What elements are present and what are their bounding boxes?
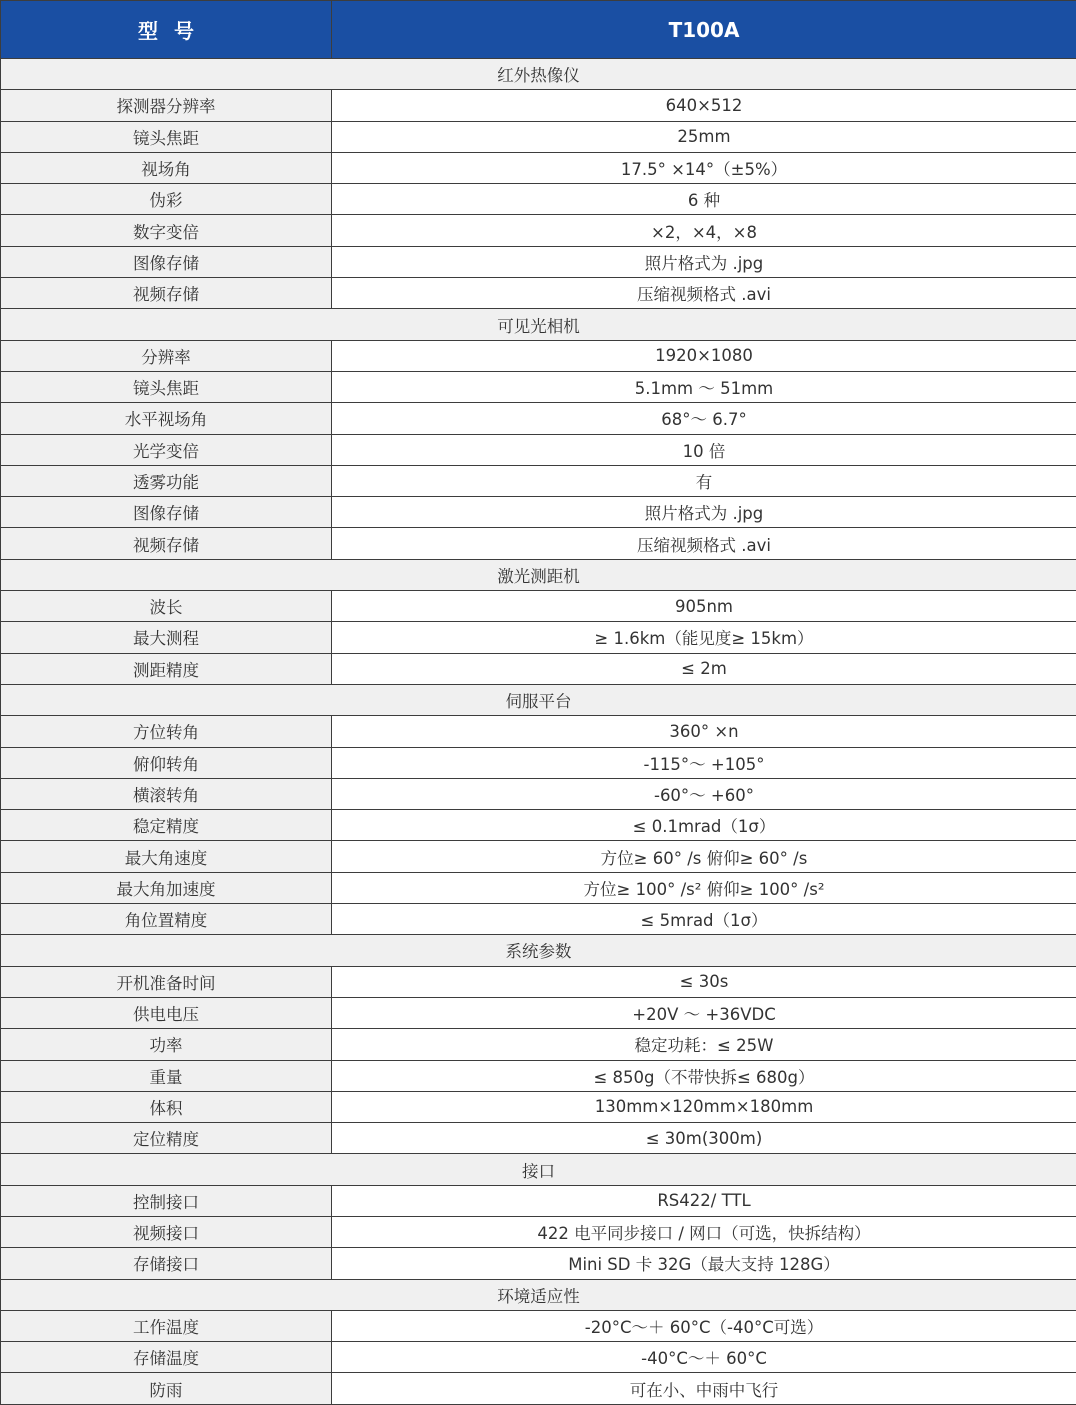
spec-key: 镜头焦距 bbox=[1, 371, 332, 402]
spec-key: 光学变倍 bbox=[1, 434, 332, 465]
spec-row bbox=[1, 371, 1076, 402]
spec-value: ≥ 1.6km（能见度≥ 15km） bbox=[332, 622, 1076, 653]
spec-row bbox=[1, 152, 1076, 183]
spec-value: ≤ 2m bbox=[332, 653, 1076, 684]
spec-key: 波长 bbox=[1, 591, 332, 622]
spec-key: 数字变倍 bbox=[1, 215, 332, 246]
spec-key: 重量 bbox=[1, 1060, 332, 1091]
spec-row bbox=[1, 340, 1076, 371]
header-key-label: 型号 bbox=[138, 19, 210, 43]
spec-row bbox=[1, 872, 1076, 903]
spec-value: -60°～ +60° bbox=[332, 778, 1076, 809]
spec-row bbox=[1, 434, 1076, 465]
section-title: 环境适应性 bbox=[1, 1279, 1076, 1310]
spec-key: 最大角加速度 bbox=[1, 872, 332, 903]
spec-row bbox=[1, 904, 1076, 935]
spec-key: 最大角速度 bbox=[1, 841, 332, 872]
spec-value: -115°～ +105° bbox=[332, 747, 1076, 778]
spec-value: 可在小、中雨中飞行 bbox=[332, 1373, 1076, 1404]
spec-key: 视场角 bbox=[1, 152, 332, 183]
spec-row bbox=[1, 215, 1076, 246]
spec-key: 测距精度 bbox=[1, 653, 332, 684]
spec-value: 1920×1080 bbox=[332, 340, 1076, 371]
spec-row bbox=[1, 1029, 1076, 1060]
spec-row bbox=[1, 997, 1076, 1028]
spec-key: 存储接口 bbox=[1, 1248, 332, 1279]
spec-value: ≤ 850g（不带快拆≤ 680g） bbox=[332, 1060, 1076, 1091]
section-row bbox=[1, 1154, 1076, 1185]
section-title: 接口 bbox=[1, 1154, 1076, 1185]
spec-value: 压缩视频格式 .avi bbox=[332, 528, 1076, 559]
spec-key: 存储温度 bbox=[1, 1342, 332, 1373]
spec-row bbox=[1, 1091, 1076, 1122]
header-row bbox=[1, 1, 1076, 59]
spec-key: 俯仰转角 bbox=[1, 747, 332, 778]
spec-value: ≤ 5mrad（1σ） bbox=[332, 904, 1076, 935]
spec-row bbox=[1, 278, 1076, 309]
spec-row bbox=[1, 1185, 1076, 1216]
spec-key: 开机准备时间 bbox=[1, 966, 332, 997]
spec-value: 360° ×n bbox=[332, 716, 1076, 747]
spec-value: 有 bbox=[332, 465, 1076, 496]
spec-key: 图像存储 bbox=[1, 246, 332, 277]
spec-key: 角位置精度 bbox=[1, 904, 332, 935]
header-key-cell bbox=[1, 1, 332, 59]
spec-value: -20°C～＋ 60°C（-40°C可选） bbox=[332, 1310, 1076, 1341]
spec-key: 镜头焦距 bbox=[1, 121, 332, 152]
spec-key: 体积 bbox=[1, 1091, 332, 1122]
section-row bbox=[1, 59, 1076, 90]
spec-value: ×2，×4，×8 bbox=[332, 215, 1076, 246]
spec-key: 探测器分辨率 bbox=[1, 90, 332, 121]
spec-row bbox=[1, 810, 1076, 841]
spec-value: 17.5° ×14°（±5%） bbox=[332, 152, 1076, 183]
spec-key: 视频存储 bbox=[1, 528, 332, 559]
section-title: 可见光相机 bbox=[1, 309, 1076, 340]
spec-row bbox=[1, 1216, 1076, 1247]
spec-value: ≤ 0.1mrad（1σ） bbox=[332, 810, 1076, 841]
header-value-cell: T100A bbox=[332, 1, 1076, 59]
spec-value: RS422/ TTL bbox=[332, 1185, 1076, 1216]
spec-key: 最大测程 bbox=[1, 622, 332, 653]
spec-row bbox=[1, 184, 1076, 215]
spec-value: 905nm bbox=[332, 591, 1076, 622]
spec-key: 透雾功能 bbox=[1, 465, 332, 496]
spec-value: ≤ 30m(300m) bbox=[332, 1123, 1076, 1154]
spec-value: 照片格式为 .jpg bbox=[332, 497, 1076, 528]
spec-row bbox=[1, 1060, 1076, 1091]
spec-value: 422 电平同步接口 / 网口（可选，快拆结构） bbox=[332, 1216, 1076, 1247]
spec-value: 稳定功耗：≤ 25W bbox=[332, 1029, 1076, 1060]
spec-row bbox=[1, 1373, 1076, 1404]
spec-row bbox=[1, 403, 1076, 434]
spec-body bbox=[1, 59, 1076, 1405]
spec-key: 视频接口 bbox=[1, 1216, 332, 1247]
spec-row bbox=[1, 121, 1076, 152]
spec-key: 稳定精度 bbox=[1, 810, 332, 841]
spec-value: 方位≥ 100° /s² 俯仰≥ 100° /s² bbox=[332, 872, 1076, 903]
spec-key: 伪彩 bbox=[1, 184, 332, 215]
section-row bbox=[1, 684, 1076, 715]
spec-key: 工作温度 bbox=[1, 1310, 332, 1341]
spec-row bbox=[1, 1248, 1076, 1279]
section-title: 红外热像仪 bbox=[1, 59, 1076, 90]
spec-value: 130mm×120mm×180mm bbox=[332, 1091, 1076, 1122]
section-row bbox=[1, 309, 1076, 340]
spec-row bbox=[1, 1342, 1076, 1373]
spec-value: +20V ～ +36VDC bbox=[332, 997, 1076, 1028]
spec-key: 视频存储 bbox=[1, 278, 332, 309]
spec-row bbox=[1, 1123, 1076, 1154]
spec-value: 68°～ 6.7° bbox=[332, 403, 1076, 434]
section-row bbox=[1, 1279, 1076, 1310]
spec-row bbox=[1, 497, 1076, 528]
spec-value: 640×512 bbox=[332, 90, 1076, 121]
spec-value: -40°C～＋ 60°C bbox=[332, 1342, 1076, 1373]
spec-value: 25mm bbox=[332, 121, 1076, 152]
spec-key: 分辨率 bbox=[1, 340, 332, 371]
spec-value: 5.1mm ～ 51mm bbox=[332, 371, 1076, 402]
spec-row bbox=[1, 966, 1076, 997]
spec-row bbox=[1, 841, 1076, 872]
spec-key: 定位精度 bbox=[1, 1123, 332, 1154]
section-row bbox=[1, 935, 1076, 966]
spec-row bbox=[1, 653, 1076, 684]
spec-value: 照片格式为 .jpg bbox=[332, 246, 1076, 277]
spec-value: ≤ 30s bbox=[332, 966, 1076, 997]
spec-key: 水平视场角 bbox=[1, 403, 332, 434]
spec-row bbox=[1, 778, 1076, 809]
spec-key: 供电电压 bbox=[1, 997, 332, 1028]
spec-row bbox=[1, 622, 1076, 653]
section-title: 系统参数 bbox=[1, 935, 1076, 966]
spec-value: 压缩视频格式 .avi bbox=[332, 278, 1076, 309]
spec-row bbox=[1, 747, 1076, 778]
spec-value: 6 种 bbox=[332, 184, 1076, 215]
spec-row bbox=[1, 591, 1076, 622]
spec-key: 横滚转角 bbox=[1, 778, 332, 809]
spec-row bbox=[1, 246, 1076, 277]
section-row bbox=[1, 559, 1076, 590]
spec-key: 控制接口 bbox=[1, 1185, 332, 1216]
spec-key: 功率 bbox=[1, 1029, 332, 1060]
spec-row bbox=[1, 90, 1076, 121]
section-title: 激光测距机 bbox=[1, 559, 1076, 590]
spec-value: 方位≥ 60° /s 俯仰≥ 60° /s bbox=[332, 841, 1076, 872]
spec-value: Mini SD 卡 32G（最大支持 128G） bbox=[332, 1248, 1076, 1279]
spec-key: 图像存储 bbox=[1, 497, 332, 528]
section-title: 伺服平台 bbox=[1, 684, 1076, 715]
spec-row bbox=[1, 528, 1076, 559]
spec-row bbox=[1, 716, 1076, 747]
spec-key: 防雨 bbox=[1, 1373, 332, 1404]
spec-key: 方位转角 bbox=[1, 716, 332, 747]
spec-row bbox=[1, 1310, 1076, 1341]
spec-row bbox=[1, 465, 1076, 496]
spec-value: 10 倍 bbox=[332, 434, 1076, 465]
